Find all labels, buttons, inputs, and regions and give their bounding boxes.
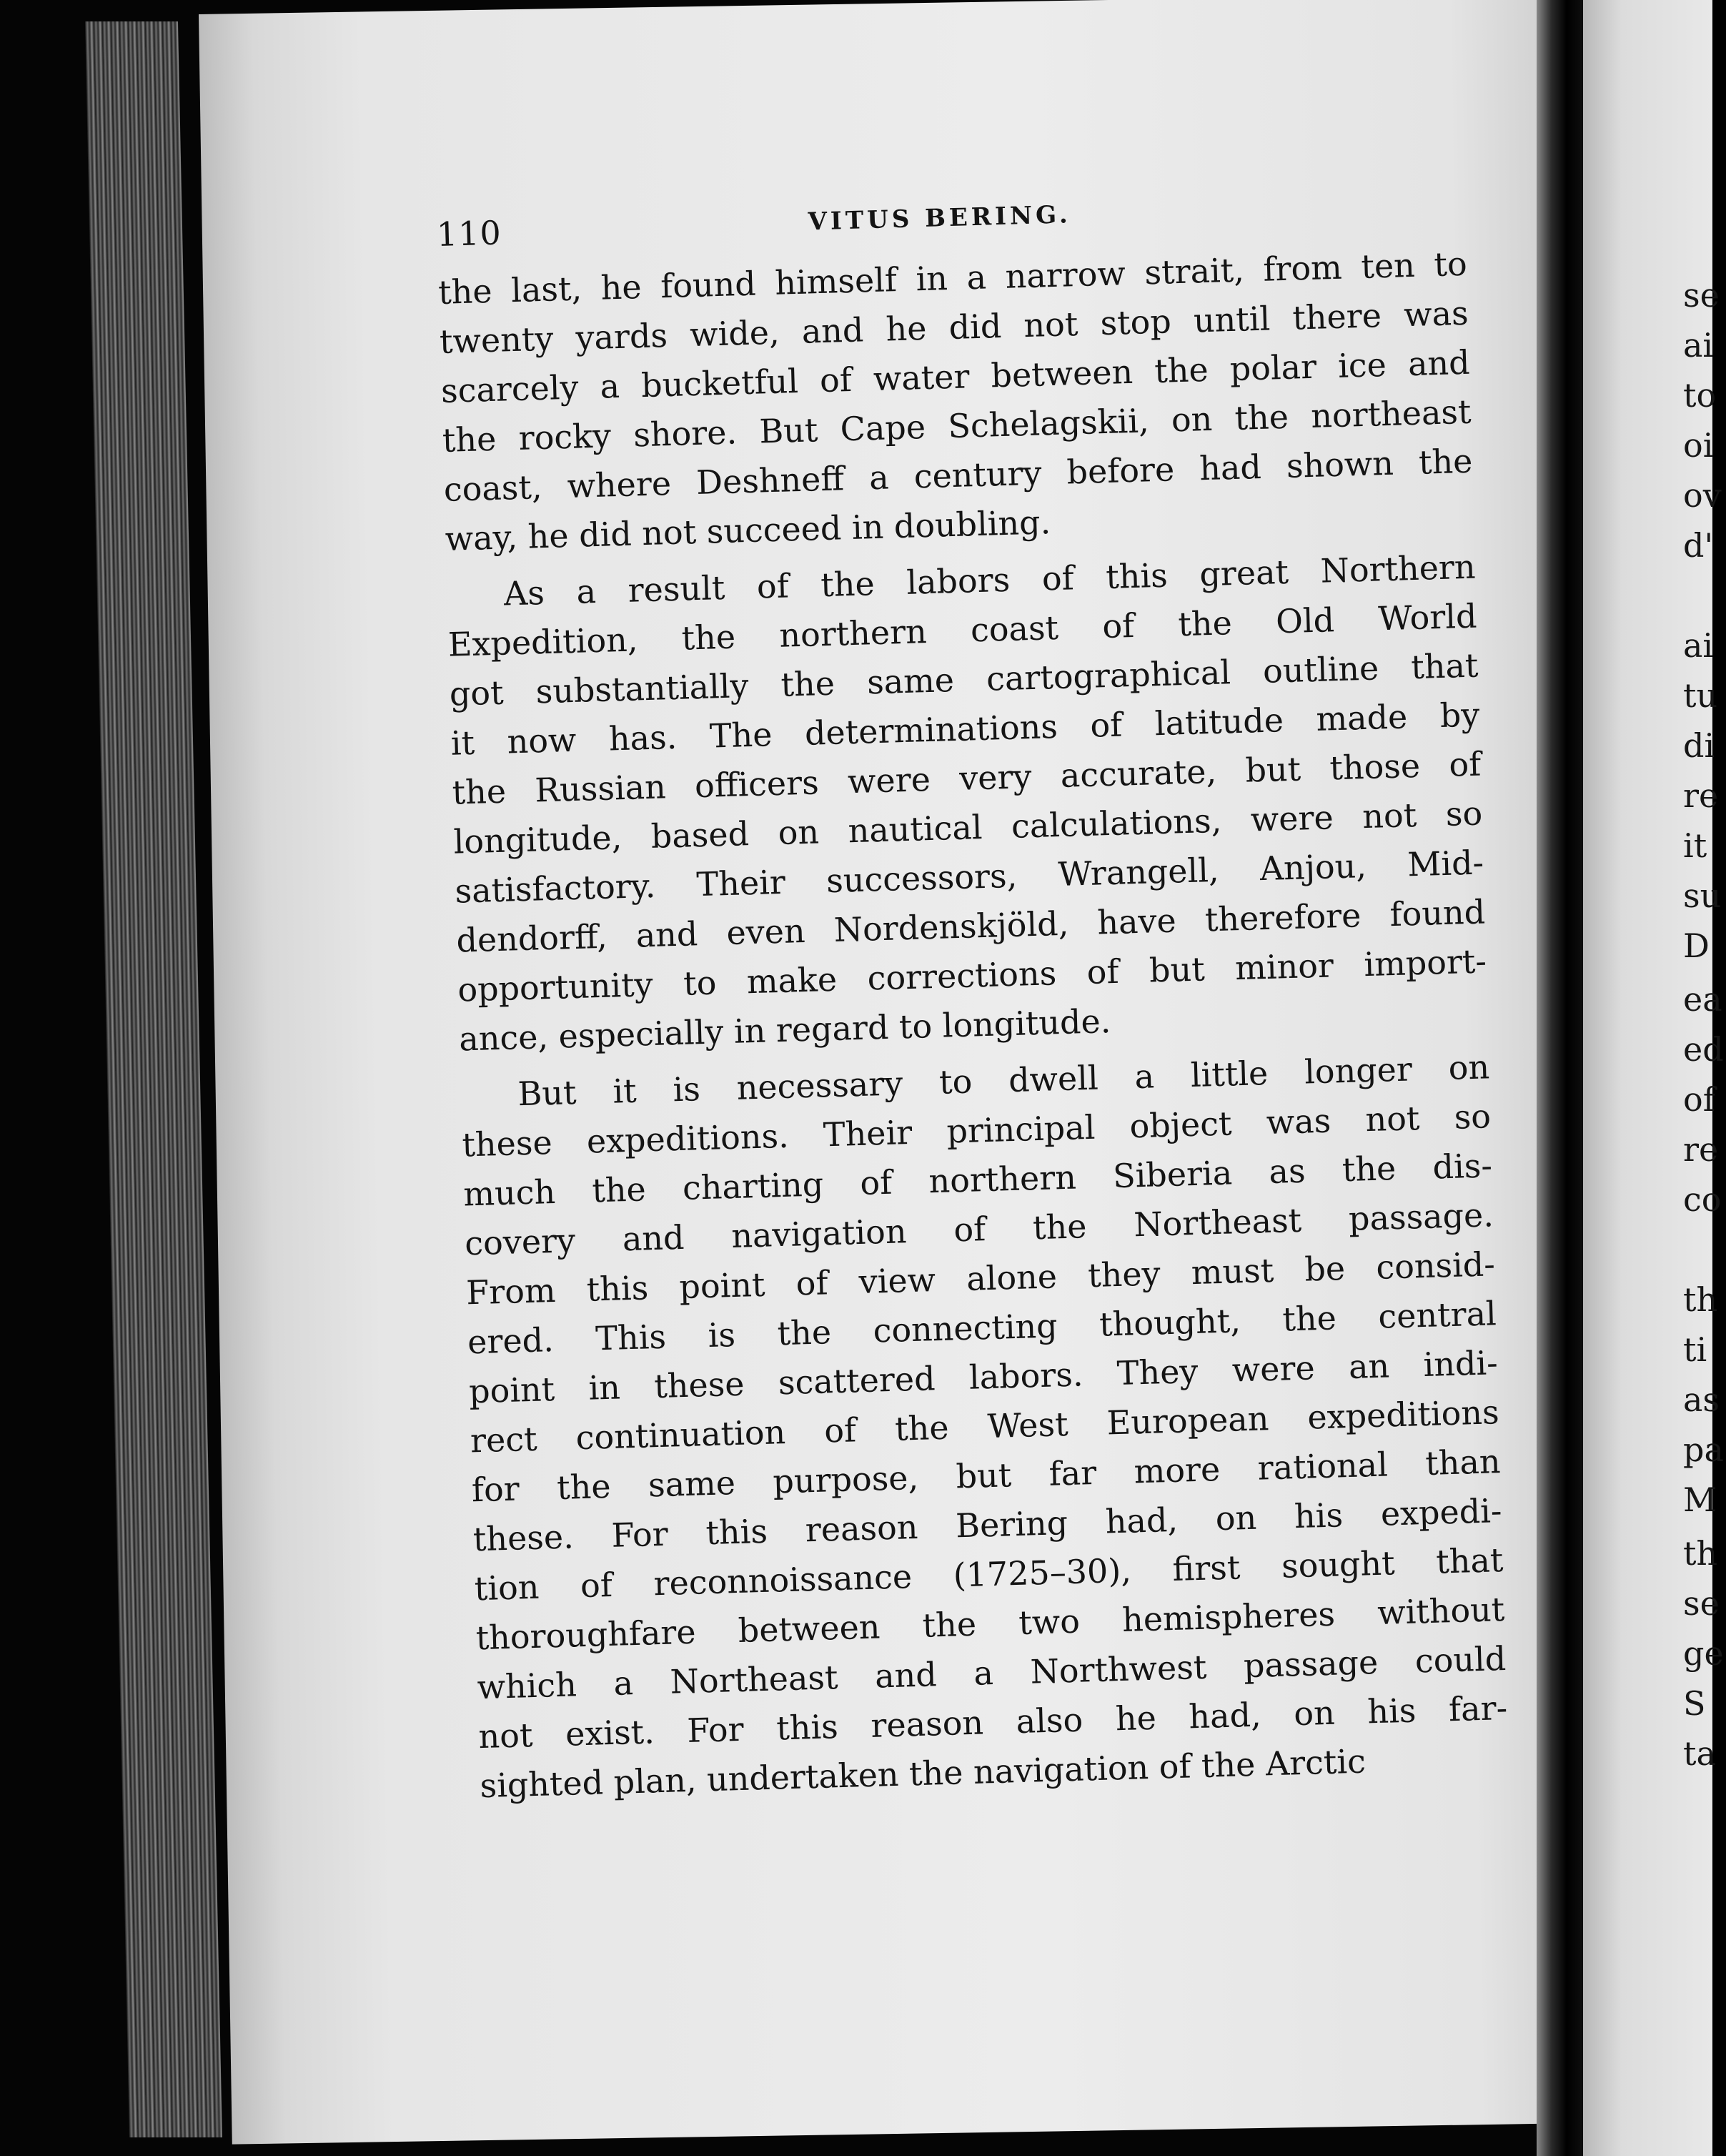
- text-line: twenty yards wide, and he did not stop until there was: [439, 293, 1469, 361]
- facing-page-text: [1683, 0, 1726, 2156]
- page-number: 110: [436, 213, 502, 254]
- facing-page-fragment: th: [1683, 1280, 1718, 1319]
- paragraph: [437, 239, 1474, 564]
- text-line: got substantially the same cartographical outline that: [449, 646, 1479, 713]
- text-line: which a Northeast and a Northwest passage could: [476, 1638, 1507, 1707]
- text-line: Expedition, the northern coast of the Old World: [447, 596, 1478, 664]
- book-gutter: [1537, 0, 1587, 2156]
- facing-page-fragment: ai: [1683, 626, 1714, 665]
- text-line: way, he did not succeed in doubling.: [445, 503, 1051, 558]
- text-line: satisfactory. Their successors, Wrangell, Anjou, Mid-: [454, 843, 1484, 911]
- text-line: sighted plan, undertaken the navigation of the Arctic: [479, 1741, 1367, 1806]
- text-line: ance, especially in regard to longitude.: [458, 1002, 1111, 1059]
- facing-page-fragment: se: [1683, 276, 1720, 315]
- text-line: rect continuation of the West European expeditions: [470, 1393, 1500, 1460]
- facing-page-fragment: as: [1683, 1380, 1720, 1419]
- facing-page-fragment: D: [1683, 926, 1710, 965]
- facing-page-fragment: of: [1683, 1080, 1715, 1119]
- text-line: the Russian officers were very accurate, but those of: [451, 744, 1482, 812]
- text-line: longitude, based on nautical calculations, were not so: [452, 793, 1483, 861]
- facing-page-fragment: it: [1683, 826, 1707, 865]
- facing-page-fragment: di: [1683, 726, 1715, 765]
- facing-page-fragment: oi: [1683, 426, 1714, 465]
- facing-page-fragment: ea: [1683, 980, 1722, 1019]
- text-line: point in these scattered labors. They were an indi-: [468, 1343, 1499, 1411]
- facing-page-fragment: se: [1683, 1584, 1720, 1623]
- facing-page-fragment: tu: [1683, 676, 1718, 715]
- text-line: covery and navigation of the Northeast passage.: [464, 1195, 1494, 1263]
- text-line: for the same purpose, but far more rational than: [471, 1442, 1502, 1510]
- page-edge-stack: [85, 21, 222, 2137]
- text-line: tion of reconnoissance (1725–30), first sought that: [474, 1541, 1504, 1608]
- paragraph: [460, 1042, 1509, 1811]
- facing-page-fragment: d': [1683, 526, 1714, 565]
- running-title: VITUS BERING.: [808, 200, 1072, 237]
- facing-page-fragment: re: [1683, 1130, 1719, 1169]
- paragraph: [446, 543, 1489, 1064]
- text-line: From this point of view alone they must be consid-: [465, 1245, 1496, 1312]
- text-line: thoroughfare between the two hemispheres without: [475, 1590, 1505, 1658]
- facing-page-fragment: th: [1683, 1534, 1718, 1573]
- facing-page-fragment: ge: [1683, 1634, 1724, 1673]
- text-line: these. For this reason Bering had, on his expedi-: [472, 1491, 1503, 1559]
- text-line: the rocky shore. But Cape Schelagskii, on the northeast: [442, 392, 1472, 460]
- facing-page-fragment: ti: [1683, 1330, 1707, 1369]
- page-text-block: [436, 182, 1509, 1811]
- text-line: the last, he found himself in a narrow strait, from ten to: [437, 244, 1468, 312]
- text-line: it now has. The determinations of latitude made by: [450, 695, 1480, 763]
- text-line: these expeditions. Their principal object was not so: [461, 1097, 1492, 1164]
- facing-page-fragment: re: [1683, 776, 1719, 815]
- text-line: dendorff, and even Nordenskjöld, have therefore found: [455, 892, 1486, 960]
- facing-page-fragment: M: [1683, 1480, 1717, 1519]
- facing-page-fragment: ed: [1683, 1030, 1724, 1069]
- text-line: scarcely a bucketful of water between the polar ice and: [440, 342, 1471, 410]
- text-line: not exist. For this reason also he had, on his far-: [477, 1688, 1508, 1756]
- facing-page-fragment: pa: [1683, 1430, 1724, 1469]
- text-line: But it is necessary to dwell a little longer on: [517, 1047, 1490, 1114]
- facing-page-fragment: ta: [1683, 1734, 1716, 1773]
- facing-page-fragment: ov: [1683, 476, 1722, 515]
- facing-page-fragment: to: [1683, 376, 1717, 415]
- body-text: [437, 239, 1509, 1811]
- text-line: ered. This is the connecting thought, the central: [467, 1294, 1497, 1362]
- facing-page-fragment: S: [1683, 1684, 1706, 1723]
- text-line: much the charting of northern Siberia as the dis-: [462, 1146, 1493, 1214]
- facing-page-fragment: co: [1683, 1180, 1722, 1219]
- facing-page-fragment: su: [1683, 876, 1722, 915]
- text-line: coast, where Deshneff a century before had shown the: [443, 441, 1474, 509]
- facing-page-fragment: ai: [1683, 326, 1714, 365]
- text-line: As a result of the labors of this great Northern: [503, 547, 1477, 613]
- text-line: opportunity to make corrections of but minor import-: [457, 941, 1487, 1009]
